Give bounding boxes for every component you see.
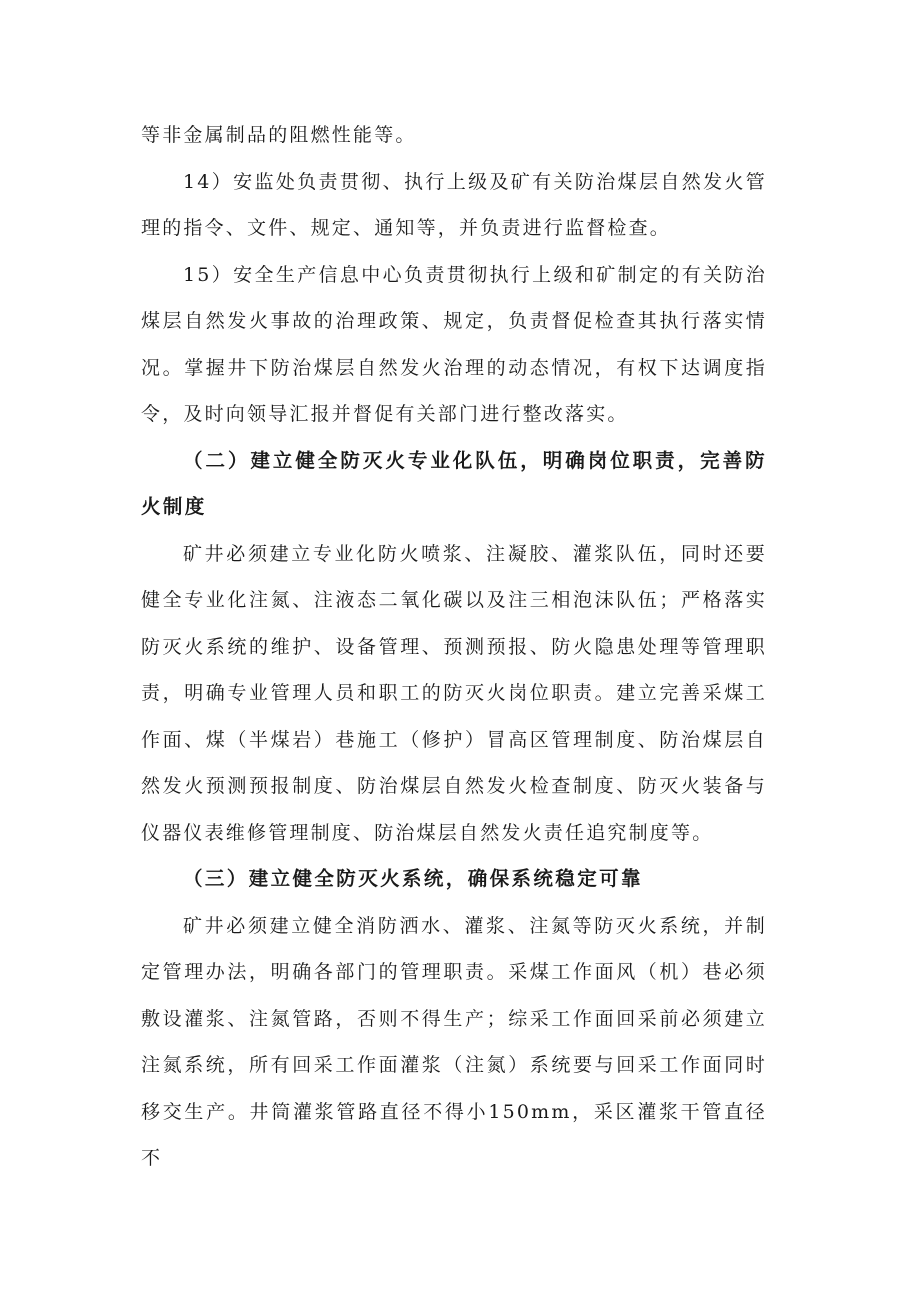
paragraph-item-15: 15）安全生产信息中心负责贯彻执行上级和矿制定的有关防治煤层自然发火事故的治理政策、规定，负责督促检查其执行落实情况。掌握井下防治煤层自然发火治理的动态情况，有权下达调度指令，及时向领导汇报并督促有关部门进行整改落实。 (141, 263, 767, 425)
paragraph-continuation: 等非金属制品的阻燃性能等。 (141, 124, 417, 146)
paragraph-item-14: 14）安监处负责贯彻、执行上级及矿有关防治煤层自然发火管理的指令、文件、规定、通知等，并负责进行监督检查。 (141, 170, 767, 239)
paragraph-section-3-body: 矿井必须建立健全消防洒水、灌浆、注氮等防灭火系统，并制定管理办法，明确各部门的管理职责。采煤工作面风（机）巷必须敷设灌浆、注氮管路，否则不得生产；综采工作面回采前必须建立注氮系统，所有回采工作面灌浆（注氮）系统要与回采工作面同时移交生产。井筒灌浆管路直径不得小150mm，采区灌浆干管直径不 (141, 914, 767, 1169)
paragraph-section-2-body: 矿井必须建立专业化防火喷浆、注凝胶、灌浆队伍，同时还要健全专业化注氮、注液态二氧化碳以及注三相泡沫队伍；严格落实防灭火系统的维护、设备管理、预测预报、防火隐患处理等管理职责，明确专业管理人员和职工的防灭火岗位职责。建立完善采煤工作面、煤（半煤岩）巷施工（修护）冒高区管理制度、防治煤层自然发火预测预报制度、防治煤层自然发火检查制度、防灭火装备与仪器仪表维修管理制度、防治煤层自然发火责任追究制度等。 (141, 542, 767, 844)
section-heading-2: （二）建立健全防灭火专业化队伍，明确岗位职责，完善防火制度 (141, 448, 767, 518)
section-heading-3: （三）建立健全防灭火系统，确保系统稳定可靠 (183, 867, 643, 890)
document-body (141, 112, 767, 1182)
